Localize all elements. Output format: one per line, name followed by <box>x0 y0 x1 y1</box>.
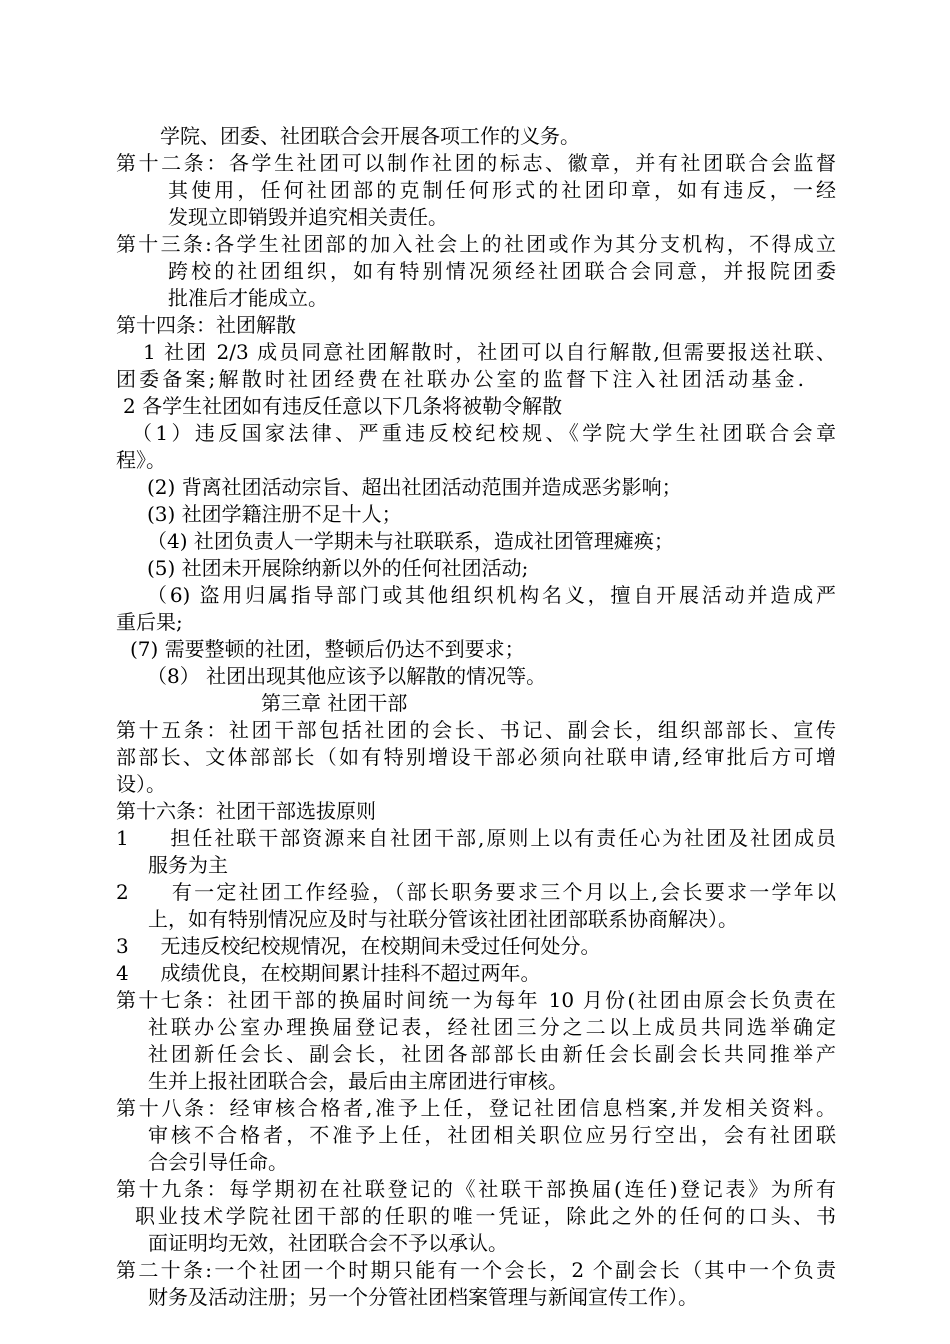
article-13-line: 第十三条:各学生社团部的加入社会上的社团或作为其分支机构，不得成立 <box>116 232 836 256</box>
text-line: 重后果; <box>116 610 183 634</box>
text-line: 学院、团委、社团联合会开展各项工作的义务。 <box>160 124 580 148</box>
list-item: (7) 需要整顿的社团，整顿后仍达不到要求； <box>130 637 525 661</box>
text-line: 设）。 <box>116 772 166 796</box>
list-item: （1）违反国家法律、严重违反校纪校规、《学院大学生社团联合会章 <box>132 421 836 445</box>
article-16-heading: 第十六条：社团干部选拔原则 <box>116 799 376 823</box>
text-line: 社团新任会长、副会长，社团各部部长由新任会长副会长共同推举产 <box>148 1042 836 1066</box>
article-19-line: 第十九条：每学期初在社联登记的《社联干部换届(连任)登记表》为所有 <box>116 1177 836 1201</box>
article-18-line: 第十八条：经审核合格者,准予上任，登记社团信息档案,并发相关资料。 <box>116 1096 836 1120</box>
text-line: 2 各学生社团如有违反任意以下几条将被勒令解散 <box>123 394 563 418</box>
article-12-line: 第十二条：各学生社团可以制作社团的标志、徽章，并有社团联合会监督 <box>116 151 836 175</box>
text-line: 面证明均无效，社团联合会不予以承认。 <box>148 1231 508 1255</box>
text-line: 团委备案;解散时社团经费在社联办公室的监督下注入社团活动基金. <box>116 367 804 391</box>
text-line: 生并上报社团联合会，最后由主席团进行审核。 <box>148 1069 568 1093</box>
list-item: （8） 社团出现其他应该予以解散的情况等。 <box>147 664 547 688</box>
list-item: (2) 背离社团活动宗旨、超出社团活动范围并造成恶劣影响； <box>147 475 682 499</box>
text-line: 上，如有特别情况应及时与社联分管该社团社团部联系协商解决）。 <box>148 907 738 931</box>
text-line: 其使用，任何社团部的克制任何形式的社团印章，如有违反，一经 <box>168 178 836 202</box>
list-item: 1 担任社联干部资源来自社团干部,原则上以有责任心为社团及社团成员 <box>116 826 836 850</box>
list-item: （4) 社团负责人一学期未与社联联系，造成社团管理瘫痪； <box>147 529 674 553</box>
article-14-heading: 第十四条：社团解散 <box>116 313 296 337</box>
text-line: 合会引导任命。 <box>148 1150 288 1174</box>
list-item: 2 有一定社团工作经验，（部长职务要求三个月以上,会长要求一学年以 <box>116 880 836 904</box>
text-line: 发现立即销毁并追究相关责任。 <box>168 205 448 229</box>
list-item: （6) 盗用归属指导部门或其他组织机构名义，擅自开展活动并造成严 <box>147 583 836 607</box>
text-line: 社联办公室办理换届登记表，经社团三分之二以上成员共同选举确定 <box>148 1015 836 1039</box>
text-line: 1 社团 2/3 成员同意社团解散时，社团可以自行解散,但需要报送社联、 <box>143 340 836 364</box>
text-line: 审核不合格者，不准予上任，社团相关职位应另行空出，会有社团联 <box>148 1123 836 1147</box>
article-20-line: 第二十条:一个社团一个时期只能有一个会长，2 个副会长（其中一个负责 <box>116 1258 836 1282</box>
text-line: 职业技术学院社团干部的任职的唯一凭证，除此之外的任何的口头、书 <box>135 1204 836 1228</box>
text-line: 部部长、文体部部长（如有特别增设干部必须向社联申请,经审批后方可增 <box>116 745 836 769</box>
article-15-line: 第十五条：社团干部包括社团的会长、书记、副会长，组织部部长、宣传 <box>116 718 836 742</box>
list-item: (5) 社团未开展除纳新以外的任何社团活动; <box>147 556 529 580</box>
text-line: 批准后才能成立。 <box>168 286 328 310</box>
text-line: 跨校的社团组织，如有特别情况须经社团联合会同意，并报院团委 <box>168 259 836 283</box>
text-line: 服务为主 <box>148 853 228 877</box>
text-line: 财务及活动注册；另一个分管社团档案管理与新闻宣传工作）。 <box>148 1285 698 1309</box>
list-item: 4 成绩优良，在校期间累计挂科不超过两年。 <box>116 961 541 985</box>
article-17-line: 第十七条：社团干部的换届时间统一为每年 10 月份(社团由原会长负责在 <box>116 988 836 1012</box>
list-item: 3 无违反校纪校规情况，在校期间未受过任何处分。 <box>116 934 601 958</box>
list-item: (3) 社团学籍注册不足十人； <box>147 502 402 526</box>
chapter-heading: 第三章 社团干部 <box>261 691 408 715</box>
text-line: 程》。 <box>116 448 166 472</box>
